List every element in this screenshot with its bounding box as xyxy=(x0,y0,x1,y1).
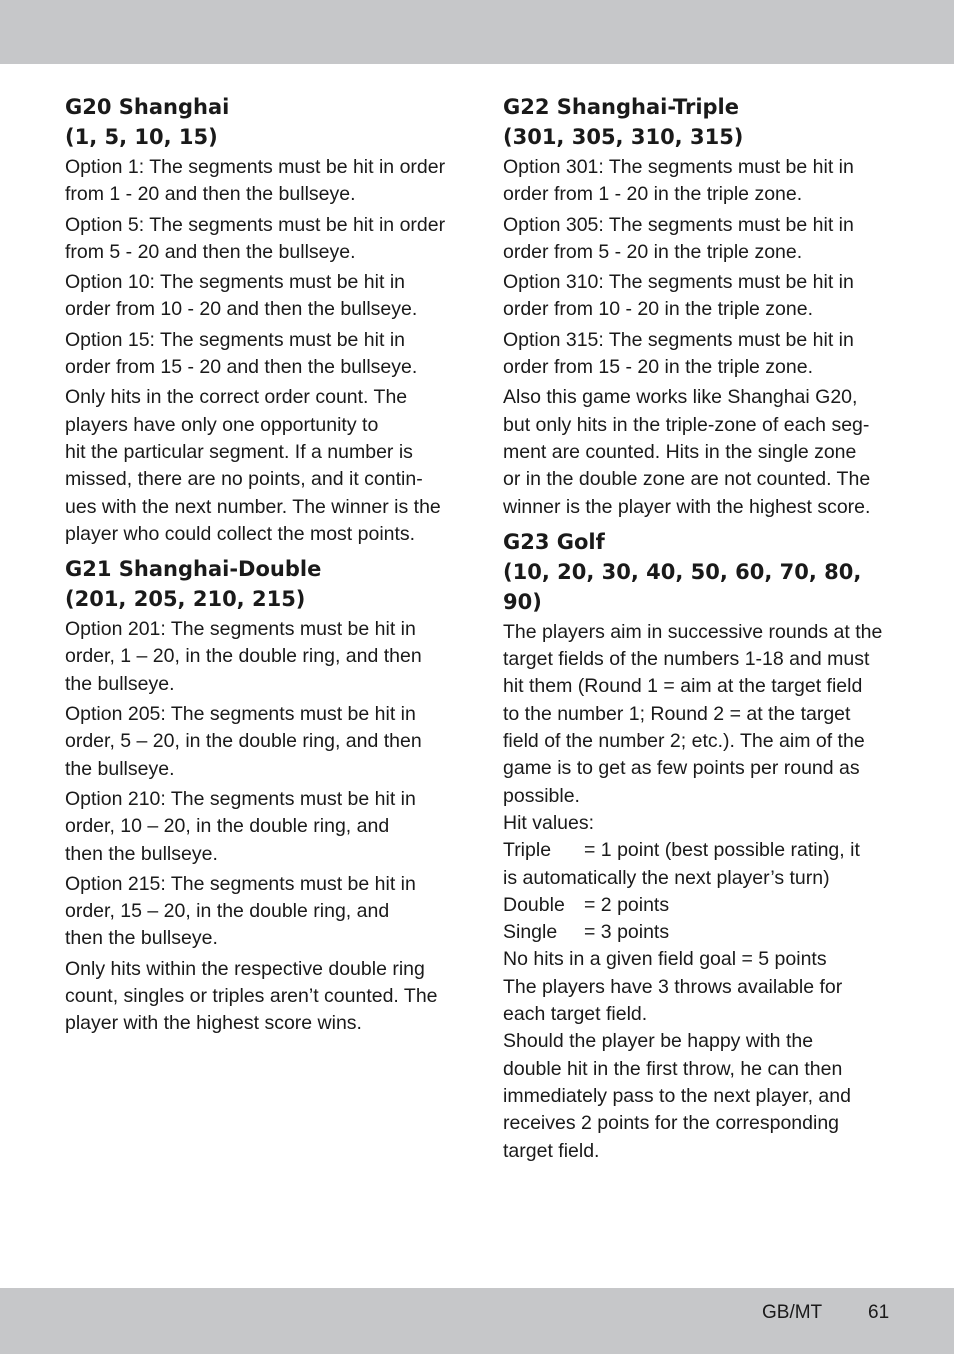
page-number: 61 xyxy=(868,1302,890,1323)
g22-option-310: Option 310: The segments must be hit in order from 10 - 20 in the triple zone. xyxy=(503,271,854,321)
g23-single-row: Single = 3 points xyxy=(503,921,670,944)
g21-heading: G21 Shanghai-Double (201, 205, 210, 215) xyxy=(65,557,322,612)
g20-rules: Only hits in the correct order count. The players have only one opportunity to hit the particular segment. If a number is missed, there are no points, and it contin- ues with the next number. The winner is the player who could collect the most points. xyxy=(65,386,441,545)
g22-option-301: Option 301: The segments must be hit in order from 1 - 20 in the triple zone. xyxy=(503,156,854,206)
g23-throws: The players have 3 throws available for each target field. xyxy=(503,975,843,1026)
g20-heading: G20 Shanghai (1, 5, 10, 15) xyxy=(65,95,230,149)
g23-heading: G23 Golf (10, 20, 30, 40, 50, 60, 70, 80, 90) xyxy=(503,529,862,614)
g23-intro: The players aim in successive rounds at the target fields of the numbers 1-18 and must hit them (Round 1 = aim at the target field to the number 1; Round 2 = at the target field of the number 2; etc.). The aim of the game is to get as few points per round as possible. xyxy=(503,620,883,807)
g22-option-305: Option 305: The segments must be hit in order from 5 - 20 in the triple zone. xyxy=(503,213,854,263)
g21-option-215: Option 215: The segments must be hit in order, 15 – 20, in the double ring, and then the bullseye. xyxy=(65,872,416,950)
g20-option-1: Option 1: The segments must be hit in order from 1 - 20 and then the bullseye. xyxy=(65,156,446,206)
g20-option-5: Option 5: The segments must be hit in order from 5 - 20 and then the bullseye. xyxy=(65,213,446,263)
g21-option-210: Option 210: The segments must be hit in order, 10 – 20, in the double ring, and then the bullseye. xyxy=(65,787,416,865)
footer-language: GB/MT xyxy=(762,1302,823,1323)
g23-double-hit-rule: Should the player be happy with the double hit in the first throw, he can then immediately pass to the next player, and receives 2 points for the corresponding target field. xyxy=(503,1030,851,1162)
g21-option-201: Option 201: The segments must be hit in order, 1 – 20, in the double ring, and then the bullseye. xyxy=(65,618,422,695)
g23-no-hits-row: No hits in a given field goal = 5 points xyxy=(503,948,827,971)
header-band xyxy=(0,0,954,64)
right-column xyxy=(503,92,889,1165)
g23-triple-row: Triple = 1 point (best possible rating, it xyxy=(503,839,860,862)
g23-double-row: Double = 2 points xyxy=(503,893,670,916)
g22-rules: Also this game works like Shanghai G20, but only hits in the triple-zone of each seg- ment are counted. Hits in the single zone or in the double zone are not counted. The winner is the player with the highest score. xyxy=(503,386,871,518)
g20-option-15: Option 15: The segments must be hit in order from 15 - 20 and then the bullseye. xyxy=(65,328,418,379)
left-column xyxy=(65,92,457,1041)
g21-option-205: Option 205: The segments must be hit in order, 5 – 20, in the double ring, and then the bullseye. xyxy=(65,703,422,780)
g22-option-315: Option 315: The segments must be hit in order from 15 - 20 in the triple zone. xyxy=(503,328,854,379)
g23-body xyxy=(503,619,889,1165)
g22-heading: G22 Shanghai-Triple (301, 305, 310, 315) xyxy=(503,95,744,149)
g20-option-10: Option 10: The segments must be hit in order from 10 - 20 and then the bullseye. xyxy=(65,271,418,321)
g23-hit-values-label: Hit values: xyxy=(503,811,595,834)
g21-rules: Only hits within the respective double ring count, singles or triples aren’t counted. The player with the highest score wins. xyxy=(65,957,438,1035)
g23-triple-continued: is automatically the next player’s turn) xyxy=(503,866,830,889)
